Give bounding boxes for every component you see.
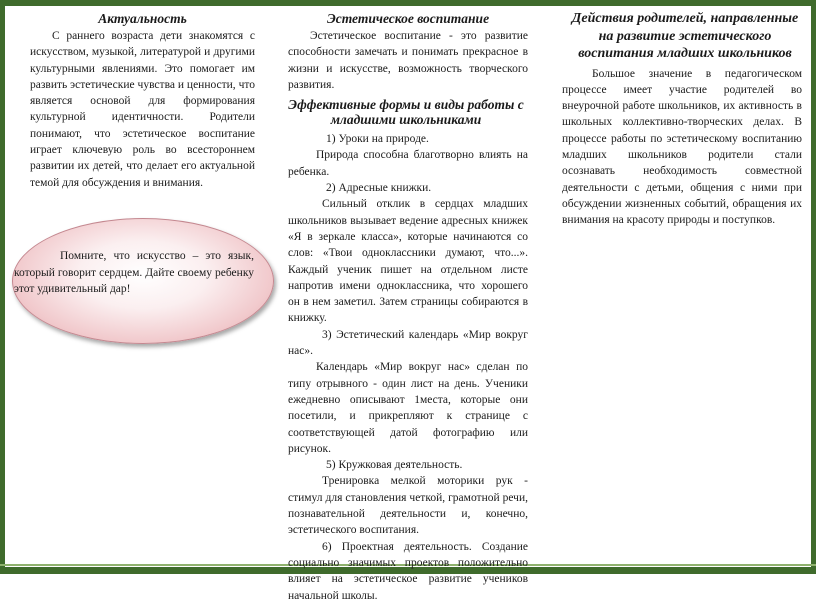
forms-subheading: Эффективные формы и виды работы с младшими школьниками <box>288 97 524 128</box>
item5-text: Тренировка мелкой моторики рук - стимул для становления четкой, грамотной речи, познавательной деятельности и, конечно, эстетического воспитания. <box>288 475 528 537</box>
frame-top-border <box>0 0 816 6</box>
aesthetic-intro: Эстетическое воспитание - это развитие способности замечать и понимать прекрасное в жизни и искусстве, возможность творческого развития. <box>288 30 528 91</box>
callout-text: Помните, что искусство – это язык, который говорит сердцем. Дайте своему ребенку этот удивительный дар! <box>14 250 254 295</box>
parents-heading: Действия родителей, направленные на развитие эстетического воспитания младших школьников <box>571 11 799 61</box>
item1-title: 1) Уроки на природе. <box>326 133 429 146</box>
item1-text: Природа способна благотворно влиять на ребенка. <box>288 149 528 178</box>
column-aesthetic-education <box>288 10 528 604</box>
item3-title: 3) Эстетический календарь «Мир вокруг нас». <box>288 328 528 358</box>
item6-text: Создание социально значимых проектов положительно влияет на эстетическое развитие учеников начальной школы. <box>288 540 529 602</box>
column-relevance <box>30 10 255 191</box>
aesthetic-heading: Эстетическое воспитание <box>326 11 490 26</box>
item6-title: 6) Проектная деятельность. <box>322 540 472 553</box>
item5-title: 5) Кружковая деятельность. <box>326 459 463 472</box>
relevance-text: С раннего возраста дети знакомятся с искусством, музыкой, литературой и другими культурными явлениями. Это помогает им развить эстетические чувства и ценности, что является основой для формирования культурной идентичности. Родители понимают, что эстетическое воспитание играет ключевую роль во всестороннем развитии их детей, что делает его актуальной темой для обсуждения и внимания. <box>30 30 255 189</box>
item2-text: Сильный отклик в сердцах младших школьников вызывает ведение адресных книжек «Я в зеркале класса», которые начинаются со слов: «Твои одноклассники думают, что...». Каждый ученик пишет на отдельном листе напротив имени одноклассника, что хорошего он в нем заметил. Затем страницы собираются в книжку. <box>288 198 528 325</box>
column-parents-actions <box>562 10 802 228</box>
item6-block <box>288 539 528 604</box>
parents-text: Большое значение в педагогическом процессе имеет участие родителей во внеурочной работе школьников, их активность в школьных коллективно-творческих делах. В процессе работы по эстетическому воспитанию младших школьников родители стали осознавать необходимость совместной деятельности с детьми, общения с ними при обсуждении жизненных событий, обращения их внимания на красоту природы и поступков. <box>562 67 802 227</box>
item2-title: 2) Адресные книжки. <box>326 182 432 195</box>
frame-right-border <box>811 0 816 574</box>
item3-text: Календарь «Мир вокруг нас» сделан по типу отрывного - один лист на день. Ученики ежедневно описывают 1места, которые они посетили, и прикрепляют к странице с соответствующей датой фотографию или рисунок. <box>288 361 528 455</box>
frame-left-border <box>0 0 5 574</box>
relevance-heading: Актуальность <box>98 11 187 26</box>
